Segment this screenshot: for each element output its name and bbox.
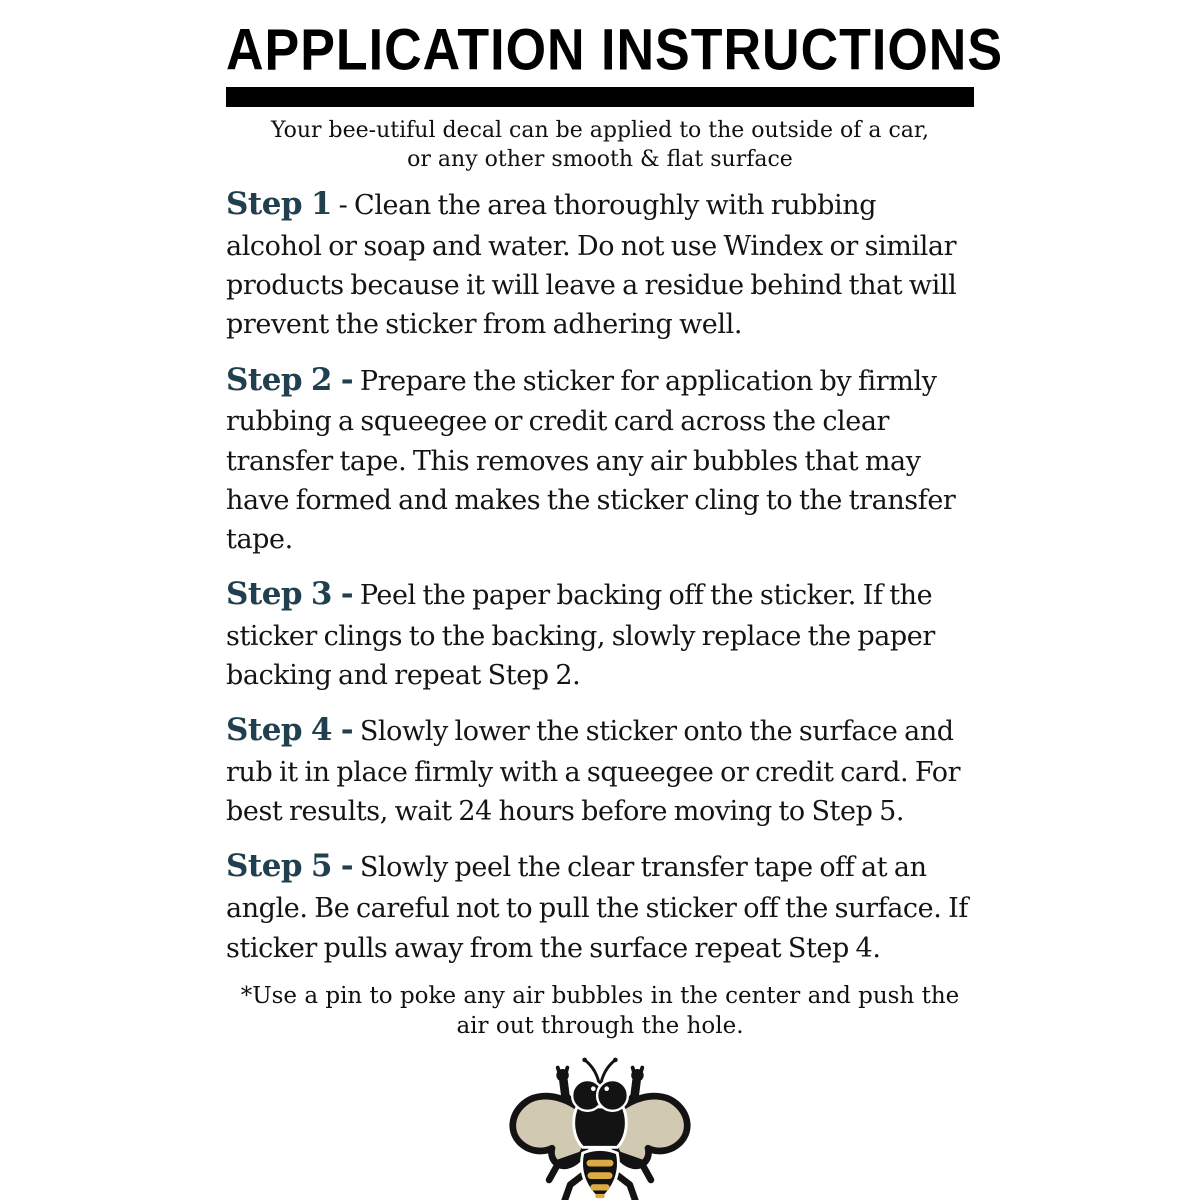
step-4-label: Step 4 - <box>226 712 354 749</box>
step-2-text: Prepare the sticker for application by firmly rubbing a squeegee or credit card across the clear transfer tape. This removes any air bubbles that may have formed and makes the sticker cling to the transfer tape. <box>226 365 956 555</box>
step-3-text: Peel the paper backing off the sticker. If the sticker clings to the backing, slowly replace the paper backing and repeat Step 2. <box>226 580 935 692</box>
page-title: APPLICATION INSTRUCTIONS <box>226 18 1004 84</box>
step-4-text: Slowly lower the sticker onto the surface and rub it in place firmly with a squeegee or credit card. For best results, wait 24 hours before moving to Step 5. <box>226 716 961 828</box>
step-1-text: - Clean the area thoroughly with rubbing alcohol or soap and water. Do not use Windex or similar products because it will leave a residue behind that will prevent the sticker from adhering well. <box>226 190 957 341</box>
step-5 <box>226 844 974 967</box>
steps-list <box>226 182 974 968</box>
step-2-label: Step 2 - <box>226 361 354 398</box>
step-3-label: Step 3 - <box>226 576 354 613</box>
step-3 <box>226 572 974 695</box>
step-5-text: Slowly peel the clear transfer tape off at an angle. Be careful not to pull the sticker off the surface. If sticker pulls away from the surface repeat Step 4. <box>226 852 968 964</box>
bee-icon <box>504 1053 696 1200</box>
step-1 <box>226 182 974 344</box>
page-content <box>226 0 1004 1200</box>
step-1-label: Step 1 <box>226 186 332 223</box>
footnote: *Use a pin to poke any air bubbles in the center and push the air out through the hole. <box>240 982 960 1039</box>
step-2 <box>226 358 974 560</box>
step-5-label: Step 5 - <box>226 848 354 885</box>
subtitle: Your bee-utiful decal can be applied to the outside of a car, or any other smooth & flat surface <box>271 118 929 172</box>
bee-logo-container <box>226 1053 974 1200</box>
step-4 <box>226 708 974 831</box>
title-underline-bar <box>226 87 974 107</box>
